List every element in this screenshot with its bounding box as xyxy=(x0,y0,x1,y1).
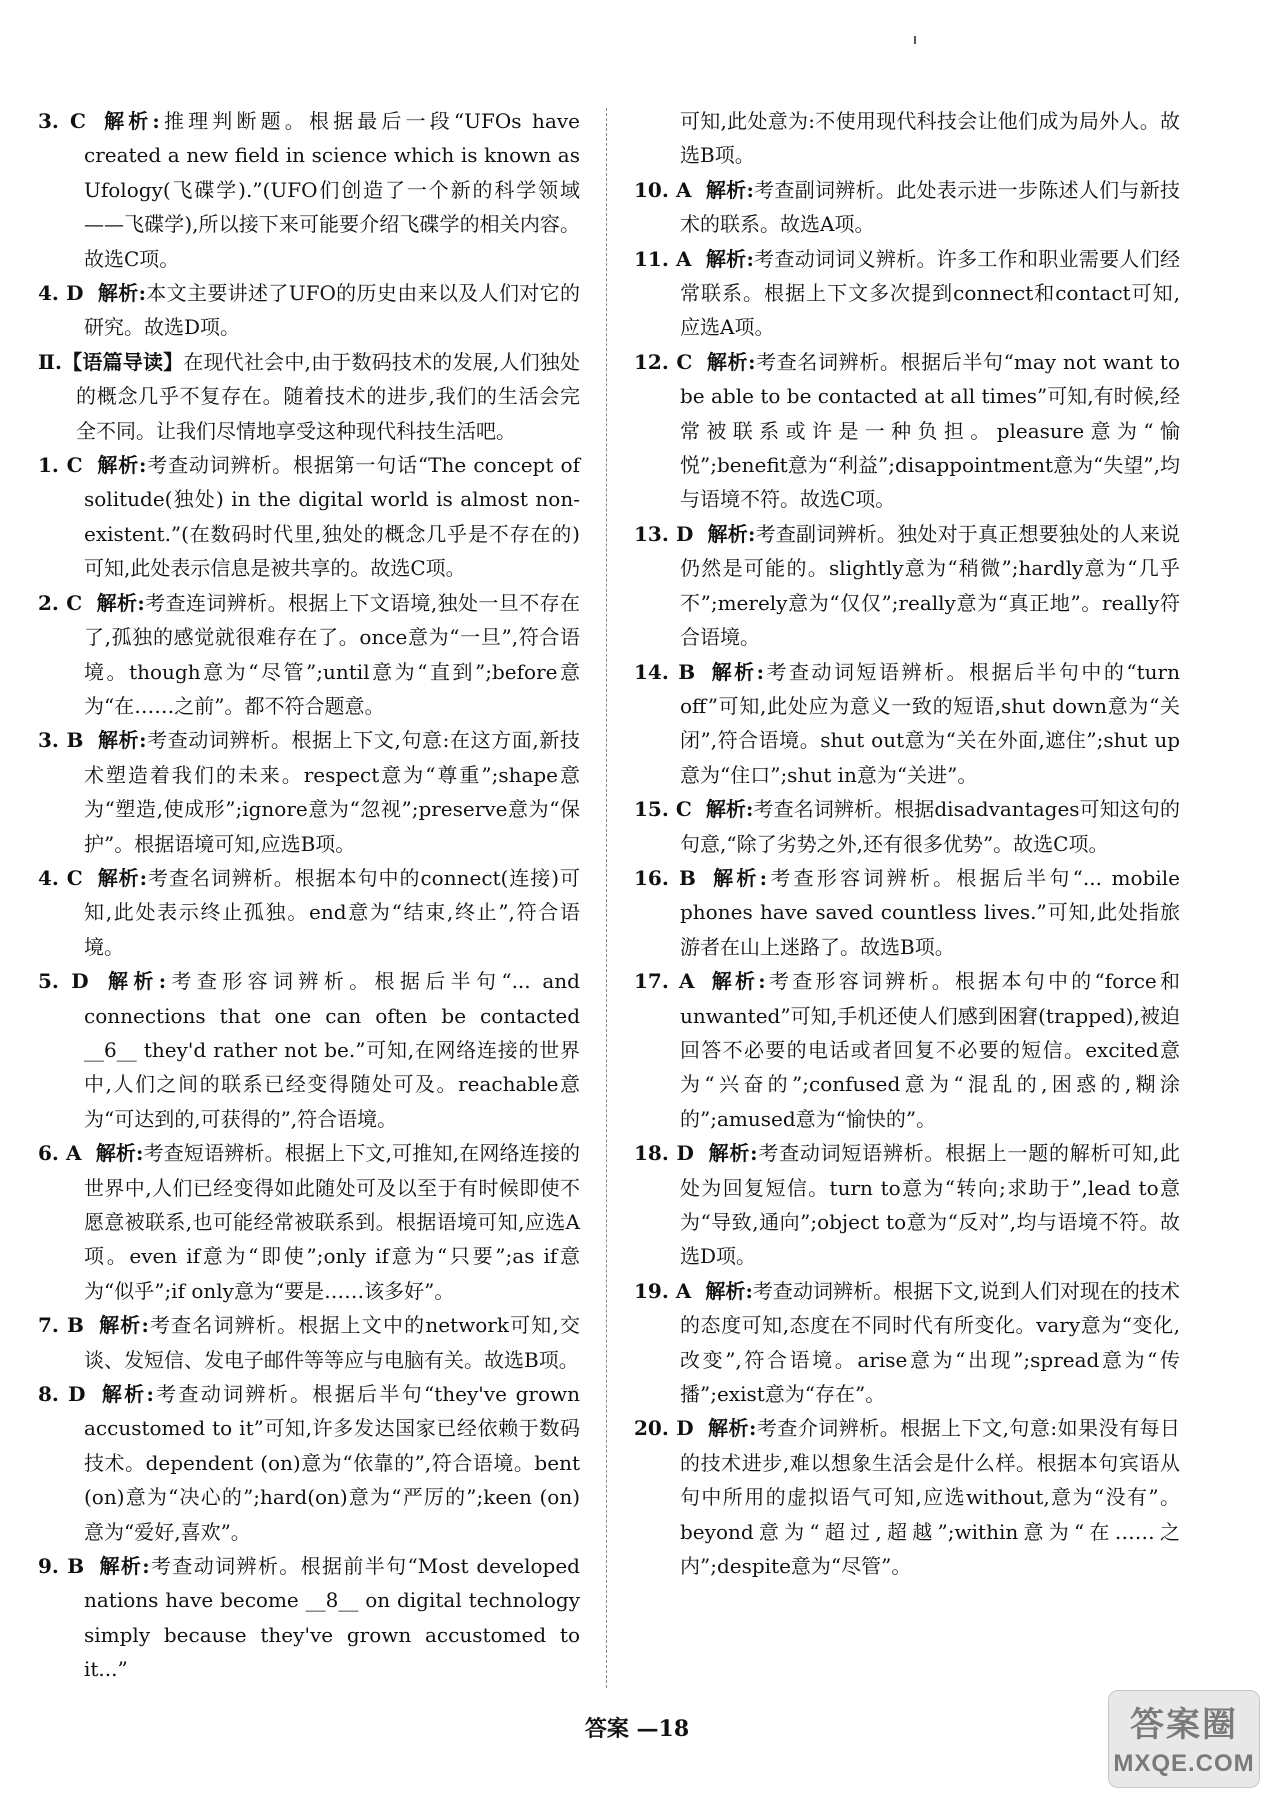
answer-item xyxy=(38,1377,580,1549)
section-intro xyxy=(38,345,580,448)
analysis-label: 解析: xyxy=(102,969,167,994)
answer-item xyxy=(38,1308,580,1377)
answer-item xyxy=(38,276,580,345)
answer-item xyxy=(38,861,580,964)
analysis-label: 解析: xyxy=(705,246,754,271)
answer-number: 14. B xyxy=(634,659,696,684)
analysis-label: 解析: xyxy=(95,1141,144,1166)
answer-text: 考查动词辨析。根据下文,说到人们对现在的技术的态度可知,态度在不同时代有所变化。vary意为“变化,改变”,符合语境。arise意为“出现”;spread意为“传播”;exist意为“存在”。 xyxy=(680,1278,1181,1407)
answer-number: 17. A xyxy=(634,969,695,994)
answer-item xyxy=(634,861,1180,964)
analysis-label: 解析: xyxy=(706,349,756,374)
answer-number: 11. A xyxy=(634,246,692,271)
answer-number: 10. A xyxy=(634,177,692,202)
answer-text: 考查动词短语辨析。根据后半句中的“turn off”可知,此处应为意义一致的短语,shut down意为“关闭”,符合语境。shut out意为“关在外面,遮住”;shut up意为“住口”;shut in意为“关进”。 xyxy=(680,659,1180,787)
analysis-label: 解析: xyxy=(709,659,765,684)
answer-text: 考查动词词义辨析。许多工作和职业需要人们经常联系。根据上下文多次提到connect和contact可知,应选A项。 xyxy=(680,246,1180,340)
section-label: 【语篇导读】 xyxy=(62,349,184,374)
answer-item xyxy=(38,964,580,1136)
analysis-label: 解析: xyxy=(99,1382,154,1407)
answer-text: 考查名词辨析。根据disadvantages可知这句的句意,“除了劣势之外,还有很多优势”。故选C项。 xyxy=(680,797,1181,856)
answer-number: 2. C xyxy=(38,590,83,615)
answer-item xyxy=(634,964,1180,1136)
analysis-label: 解析: xyxy=(709,865,768,890)
analysis-label: 解析: xyxy=(96,865,148,890)
answer-text: 考查名词辨析。根据上文中的network可知,交谈、发短信、发电子邮件等等应与电脑有关。故选B项。 xyxy=(84,1313,581,1372)
analysis-label: 解析: xyxy=(98,1554,150,1579)
continued-text: 可知,此处意为:不使用现代科技会让他们成为局外人。故选B项。 xyxy=(680,109,1180,168)
answer-text: 考查介词辨析。根据上下文,句意:如果没有每日的技术进步,难以想象生活会是什么样。根据本句宾语从句中所用的虚拟语气可知,应选without,意为“没有”。beyond意为“超过,超越”;within意为“在……之内”;despite意为“尽管”。 xyxy=(680,1416,1180,1579)
analysis-label: 解析: xyxy=(707,1141,758,1166)
column-divider xyxy=(606,108,608,1688)
analysis-label: 解析: xyxy=(708,969,766,994)
answer-item xyxy=(634,517,1180,655)
right-column xyxy=(634,104,1180,1583)
answer-number: 7. B xyxy=(38,1313,84,1338)
answer-number: 9. B xyxy=(38,1554,85,1579)
analysis-label: 解析: xyxy=(96,453,147,478)
answer-text: 考查名词辨析。根据本句中的connect(连接)可知,此处表示终止孤独。end意为“结束,终止”,符合语境。 xyxy=(84,865,581,959)
answer-item xyxy=(38,448,580,586)
answer-item xyxy=(634,655,1180,793)
answer-number: 16. B xyxy=(634,865,696,890)
answer-text: 推理判断题。根据最后一段“UFOs have created a new field in science which is known as Ufology(飞碟学).”(UFO们创造了一个新的科学领域——飞碟学),所以接下来可能要介绍飞碟学的相关内容。故选C项。 xyxy=(84,109,580,271)
answer-item xyxy=(634,1274,1180,1412)
analysis-label: 解析: xyxy=(96,590,145,615)
answer-item xyxy=(38,1136,580,1308)
answer-text: 考查名词辨析。根据后半句“may not want to be able to be contacted at all times”可知,有时候,经常被联系或许是一种负担。pleasure意为“愉悦”;benefit意为“利益”;disappointment意为“失望”,均与语境不符。故选C项。 xyxy=(680,349,1180,512)
answer-text: 考查形容词辨析。根据本句中的“force和unwanted”可知,手机还使人们感到困窘(trapped),被迫回答不必要的电话或者回复不必要的短信。excited意为“兴奋的”;confused意为“混乱的,困惑的,糊涂的”;amused意为“愉快的”。 xyxy=(680,969,1181,1131)
answer-number: 4. D xyxy=(38,281,84,306)
answer-number: 6. A xyxy=(38,1141,82,1166)
answer-number: 13. D xyxy=(634,521,694,546)
analysis-label: 解析: xyxy=(97,728,147,753)
scan-speck xyxy=(914,36,916,44)
analysis-label: 解析: xyxy=(707,521,756,546)
watermark-logo xyxy=(1108,1690,1260,1788)
answer-item xyxy=(634,345,1180,517)
answer-number: 5. D xyxy=(38,969,89,994)
answer-item xyxy=(634,1411,1180,1583)
analysis-label: 解析: xyxy=(97,1313,149,1338)
analysis-label: 解析: xyxy=(705,797,754,822)
answer-text: 考查连词辨析。根据上下文语境,独处一旦不存在了,孤独的感觉就很难存在了。once意为“一旦”,符合语境。though意为“尽管”;until意为“直到”;before意为“在……之前”。都不符合题意。 xyxy=(84,590,580,718)
answer-item xyxy=(634,173,1180,242)
section-number: Ⅱ. xyxy=(38,349,63,374)
answer-item xyxy=(38,723,580,861)
answer-text: 考查动词辨析。根据前半句“Most developed nations have become __8__ on digital technology simply because they've grown accustomed to it...” xyxy=(84,1554,580,1682)
analysis-label: 解析: xyxy=(97,281,146,306)
section-text: 在现代社会中,由于数码技术的发展,人们独处的概念几乎不复存在。随着技术的进步,我们的生活会完全不同。让我们尽情地享受这种现代科技生活吧。 xyxy=(76,349,581,443)
analysis-label: 解析: xyxy=(705,177,754,202)
answer-item xyxy=(634,792,1180,861)
answer-text: 考查动词短语辨析。根据上一题的解析可知,此处为回复短信。turn to意为“转向;求助于”,lead to意为“导致,通向”;object to意为“反对”,均与语境不符。故选D项。 xyxy=(680,1141,1180,1269)
answer-text: 考查副词辨析。此处表示进一步陈述人们与新技术的联系。故选A项。 xyxy=(680,177,1180,237)
answer-text: 考查短语辨析。根据上下文,可推知,在网络连接的世界中,人们已经变得如此随处可及以至于有时候即使不愿意被联系,也可能经常被联系到。根据语境可知,应选A项。even if意为“即使”;only if意为“只要”;as if意为“似乎”;if only意为“要是……该多好”。 xyxy=(84,1141,580,1303)
answer-number: 1. C xyxy=(38,453,83,478)
answer-text: 本文主要讲述了UFO的历史由来以及人们对它的研究。故选D项。 xyxy=(84,281,580,340)
answer-text: 考查副词辨析。独处对于真正想要独处的人来说仍然是可能的。slightly意为“稍微”;hardly意为“几乎不”;merely意为“仅仅”;really意为“真正地”。really符合语境。 xyxy=(680,521,1180,650)
answer-number: 4. C xyxy=(38,865,83,890)
left-column xyxy=(38,104,580,1687)
answer-number: 19. A xyxy=(634,1278,692,1303)
answer-item xyxy=(38,104,580,276)
answer-text: 考查形容词辨析。根据后半句“... mobile phones have saved countless lives.”可知,此处指旅游者在山上迷路了。故选B项。 xyxy=(680,865,1180,959)
answer-text: 考查动词辨析。根据第一句话“The concept of solitude(独处) in the digital world is almost non-existent.”(在数码时代里,独处的概念几乎是不存在的)可知,此处表示信息是被共享的。故选C项。 xyxy=(84,453,580,581)
answer-number: 3. C xyxy=(38,109,86,133)
watermark-bottom-text: MXQE.COM xyxy=(1113,1750,1255,1777)
analysis-label: 解析: xyxy=(707,1416,757,1441)
answer-item xyxy=(38,586,580,724)
analysis-label: 解析: xyxy=(99,109,160,133)
answer-number: 20. D xyxy=(634,1416,694,1441)
answer-item xyxy=(38,1549,580,1687)
answer-item xyxy=(634,1136,1180,1274)
answer-number: 8. D xyxy=(38,1382,86,1407)
answer-number: 12. C xyxy=(634,349,693,374)
answer-text: 考查动词辨析。根据后半句“they've grown accustomed to it”可知,许多发达国家已经依赖于数码技术。dependent (on)意为“依靠的”,符合语境。bent (on)意为“决心的”;hard(on)意为“严厉的”;keen (on)意为“爱好,喜欢”。 xyxy=(84,1382,581,1544)
answer-text: 考查动词辨析。根据上下文,句意:在这方面,新技术塑造着我们的未来。respect意为“尊重”;shape意为“塑造,使成形”;ignore意为“忽视”;preserve意为“保护”。根据语境可知,应选B项。 xyxy=(84,728,581,856)
answer-item xyxy=(634,242,1180,345)
answer-text: 考查形容词辨析。根据后半句“... and connections that one can often be contacted __6__ they'd rather not be.”可知,在网络连接的世界中,人们之间的联系已经变得随处可及。reachable意为“可达到的,可获得的”,符合语境。 xyxy=(84,969,580,1131)
answer-number: 3. B xyxy=(38,728,84,753)
page-number: 答案 —18 xyxy=(584,1716,690,1742)
answer-number: 15. C xyxy=(634,797,692,822)
answer-number: 18. D xyxy=(634,1141,694,1166)
watermark-top-text: 答案圈 xyxy=(1130,1706,1238,1744)
analysis-label: 解析: xyxy=(705,1278,753,1303)
